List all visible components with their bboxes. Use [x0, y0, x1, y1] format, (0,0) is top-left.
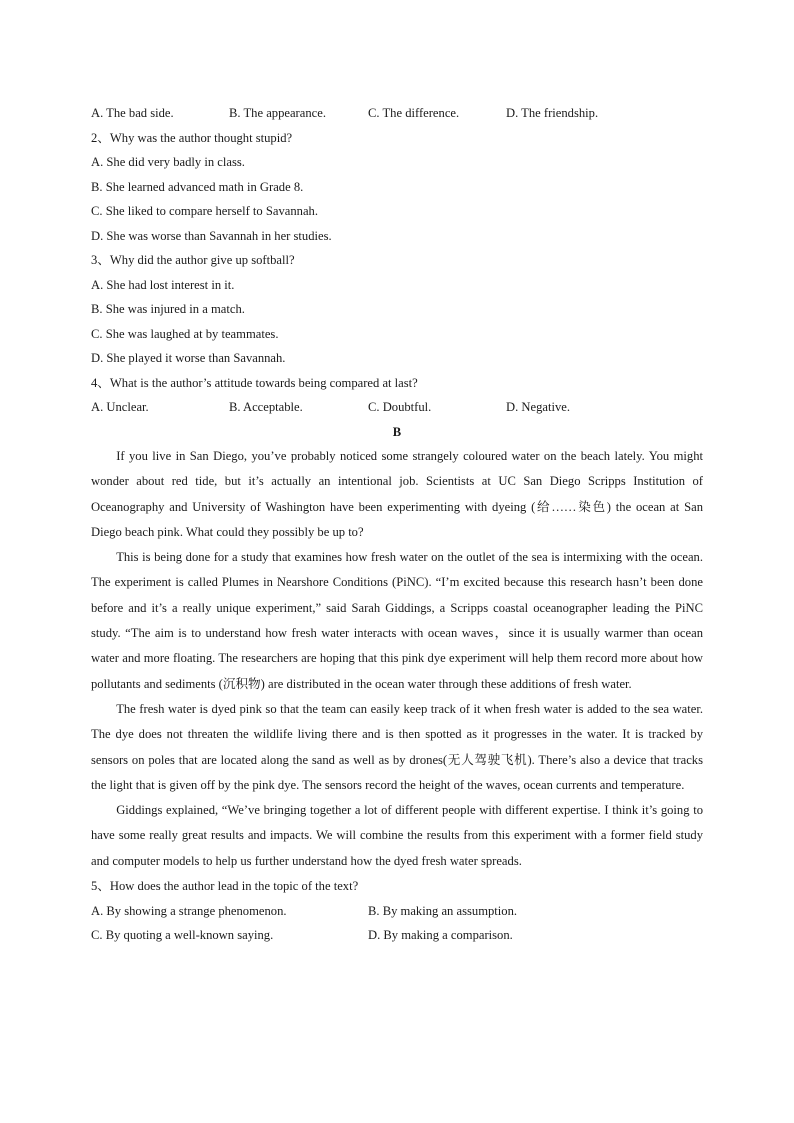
passage-paragraph-3: The fresh water is dyed pink so that the team can easily keep track of it when fresh water is added to the sea water. The dye does not threaten the wildlife living there and is then spotted as it progresses in the water. It is tracked by sensors on poles that are located along the sand as well as by drones(无人驾驶飞机). There’s also a device that tracks the light that is given off by the pink dye. The sensors record the height of the waves, ocean currents and temperature.: [91, 701, 703, 792]
q5-option-b: B. By making an assumption.: [368, 903, 518, 918]
q2-option-d: D. She was worse than Savannah in her studies.: [91, 228, 332, 243]
q2-option-a: A. She did very badly in class.: [91, 155, 245, 169]
passage-paragraph-2: This is being done for a study that examines how fresh water on the outlet of the sea is intermixing with the ocean. The experiment is called Plumes in Nearshore Conditions (PiNC). “I’m excited because this research hasn’t been done before and it’s a really unique experiment,” said Sarah Giddings, a Scripps coastal oceanographer leading the PiNC study. “The aim is to understand how fresh water interacts with ocean waves，since it is usually warmer than ocean water and more floating. The researchers are hoping that this pink dye experiment will help them record more about how pollutants and sediments (沉积物) are distributed in the ocean water through these additions of fresh water.: [91, 550, 703, 691]
q1-option-d: D. The friendship.: [506, 106, 599, 120]
q5-options-row-2: [91, 923, 703, 948]
q4-option-c: C. Doubtful.: [368, 400, 432, 414]
q1-option-a: A. The bad side.: [91, 106, 174, 120]
q2-stem: 2、Why was the author thought stupid?: [91, 130, 293, 145]
passage-paragraph-4: Giddings explained, “We’ve bringing together a lot of different people with different expertise. I think it’s going to have some really great results and impacts. We will combine the results from this experiment with a former field study and computer models to help us further understand how the dyed fresh water spreads.: [91, 803, 703, 868]
q5-option-a: A. By showing a strange phenomenon.: [91, 903, 287, 918]
q4-options: [91, 395, 703, 420]
q4-option-b: B. Acceptable.: [229, 400, 303, 414]
q4-option-d: D. Negative.: [506, 400, 570, 414]
q5-option-d: D. By making a comparison.: [368, 928, 513, 943]
passage-paragraph-1: If you live in San Diego, you’ve probably noticed some strangely coloured water on the beach lately. You might wonder about red tide, but it’s actually an intentional job. Scientists at UC San Diego Scripps Institution of Oceanography and University of Washington have been experimenting with dyeing (给……染色) the ocean at San Diego beach pink. What could they possibly be up to?: [91, 449, 703, 539]
q5-options-row-1: [91, 899, 703, 924]
q3-stem: 3、Why did the author give up softball?: [91, 253, 295, 267]
q1-options: [91, 101, 703, 126]
q3-option-b: B. She was injured in a match.: [91, 302, 245, 316]
q1-option-b: B. The appearance.: [229, 106, 326, 120]
q3-option-c: C. She was laughed at by teammates.: [91, 326, 279, 341]
q2-option-c: C. She liked to compare herself to Savannah.: [91, 204, 318, 218]
q3-option-a: A. She had lost interest in it.: [91, 277, 235, 292]
q4-stem: 4、What is the author’s attitude towards being compared at last?: [91, 375, 418, 390]
q5-option-c: C. By quoting a well-known saying.: [91, 928, 274, 943]
section-b-heading: B: [392, 424, 402, 439]
q3-option-d: D. She played it worse than Savannah.: [91, 351, 286, 365]
q5-stem: 5、How does the author lead in the topic of the text?: [91, 879, 359, 894]
q4-option-a: A. Unclear.: [91, 400, 149, 414]
q1-option-c: C. The difference.: [368, 106, 460, 120]
q2-option-b: B. She learned advanced math in Grade 8.: [91, 179, 304, 194]
document-content: [91, 101, 703, 948]
